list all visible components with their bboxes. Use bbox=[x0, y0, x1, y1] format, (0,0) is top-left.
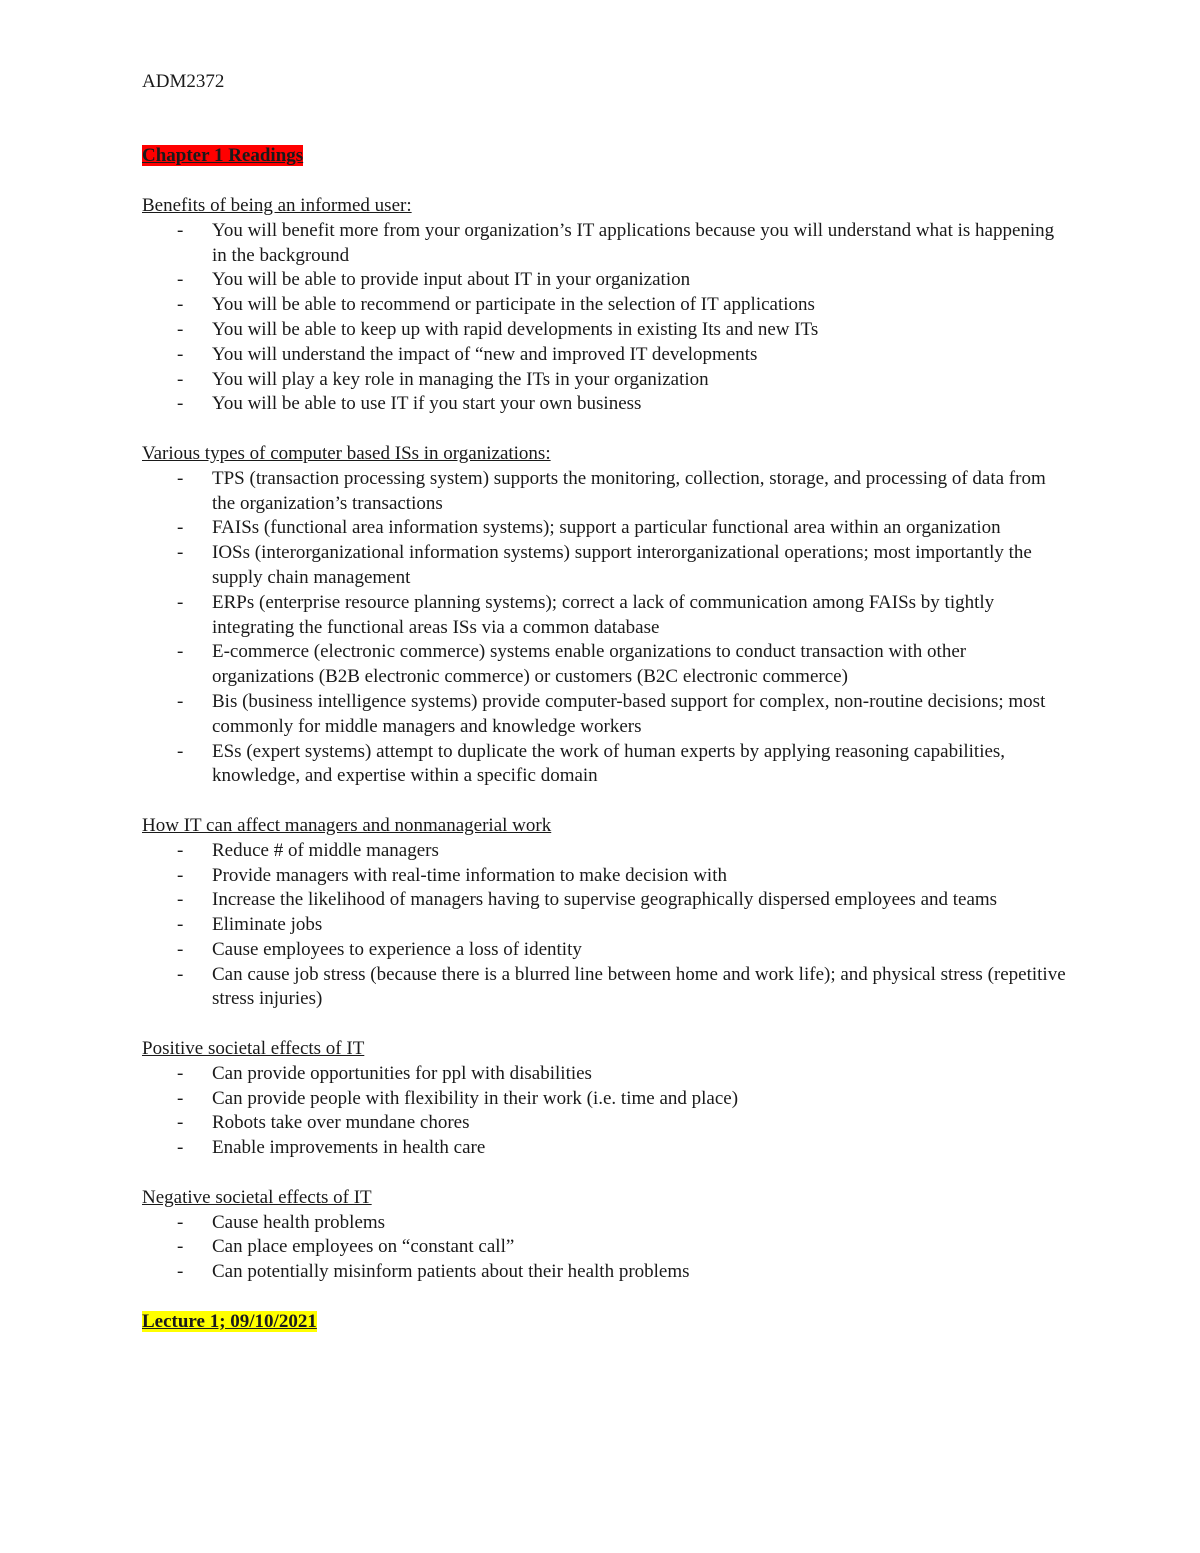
bullet-item: - ESs (expert systems) attempt to duplicate the work of human experts by applying reasoning capabilities, knowledge, and expertise within a specific domain bbox=[142, 740, 1072, 790]
bullet-item: - You will be able to recommend or participate in the selection of IT applications bbox=[142, 293, 1072, 318]
lecture-heading: Lecture 1; 09/10/2021 bbox=[142, 1310, 317, 1332]
bullet-item: - FAISs (functional area information systems); support a particular functional area within an organization bbox=[142, 516, 1072, 541]
bullet-item: - You will be able to provide input about IT in your organization bbox=[142, 268, 1072, 293]
bullet-item: - Increase the likelihood of managers having to supervise geographically dispersed employees and teams bbox=[142, 888, 1072, 913]
notes-section bbox=[142, 1186, 1072, 1285]
bullet-item: - TPS (transaction processing system) supports the monitoring, collection, storage, and processing of data from the organization’s transactions bbox=[142, 467, 1072, 517]
bullet-item: - Can provide people with flexibility in their work (i.e. time and place) bbox=[142, 1087, 1072, 1112]
bullet-list bbox=[142, 467, 1072, 789]
bullet-item: - Cause health problems bbox=[142, 1211, 1072, 1236]
bullet-list bbox=[142, 1062, 1072, 1161]
bullet-item: - ERPs (enterprise resource planning systems); correct a lack of communication among FAISs by tightly integrating the functional areas ISs via a common database bbox=[142, 591, 1072, 641]
course-code-header: ADM2372 bbox=[142, 71, 225, 92]
bullet-item: - Enable improvements in health care bbox=[142, 1136, 1072, 1161]
section-heading: Benefits of being an informed user: bbox=[142, 194, 412, 216]
bullet-item: - Can cause job stress (because there is a blurred line between home and work life); and physical stress (repetitive stress injuries) bbox=[142, 963, 1072, 1013]
bullet-item: - Reduce # of middle managers bbox=[142, 839, 1072, 864]
section-heading: Positive societal effects of IT bbox=[142, 1038, 365, 1060]
notes-section bbox=[142, 814, 1072, 1012]
bullet-item: - Provide managers with real-time information to make decision with bbox=[142, 864, 1072, 889]
chapter-heading: Chapter 1 Readings bbox=[142, 145, 304, 167]
chapter-heading-line bbox=[142, 144, 1072, 169]
bullet-item: - Can place employees on “constant call” bbox=[142, 1235, 1072, 1260]
bullet-item: - E-commerce (electronic commerce) systems enable organizations to conduct transaction with other organizations (B2B electronic commerce) or customers (B2C electronic commerce) bbox=[142, 640, 1072, 690]
document-page bbox=[142, 70, 1072, 1335]
bullet-item: - You will play a key role in managing the ITs in your organization bbox=[142, 368, 1072, 393]
bullet-list bbox=[142, 1211, 1072, 1285]
bullet-item: - Can provide opportunities for ppl with disabilities bbox=[142, 1062, 1072, 1087]
bullet-item: - Robots take over mundane chores bbox=[142, 1111, 1072, 1136]
section-heading: Negative societal effects of IT bbox=[142, 1186, 372, 1208]
bullet-item: - Bis (business intelligence systems) provide computer-based support for complex, non-routine decisions; most commonly for middle managers and knowledge workers bbox=[142, 690, 1072, 740]
notes-section bbox=[142, 1037, 1072, 1161]
notes-section bbox=[142, 442, 1072, 789]
notes-section bbox=[142, 194, 1072, 417]
bullet-list bbox=[142, 219, 1072, 417]
bullet-item: - Can potentially misinform patients about their health problems bbox=[142, 1260, 1072, 1285]
bullet-list bbox=[142, 839, 1072, 1013]
section-heading: How IT can affect managers and nonmanagerial work bbox=[142, 814, 552, 836]
sections-container bbox=[142, 194, 1072, 1285]
bullet-item: - Eliminate jobs bbox=[142, 913, 1072, 938]
section-heading: Various types of computer based ISs in organizations: bbox=[142, 442, 551, 464]
bullet-item: - Cause employees to experience a loss of identity bbox=[142, 938, 1072, 963]
bullet-item: - You will understand the impact of “new and improved IT developments bbox=[142, 343, 1072, 368]
bullet-item: - You will benefit more from your organization’s IT applications because you will understand what is happening in the background bbox=[142, 219, 1072, 269]
bullet-item: - You will be able to keep up with rapid developments in existing Its and new ITs bbox=[142, 318, 1072, 343]
bullet-item: - You will be able to use IT if you start your own business bbox=[142, 392, 1072, 417]
bullet-item: - IOSs (interorganizational information systems) support interorganizational operations; most importantly the supply chain management bbox=[142, 541, 1072, 591]
lecture-heading-line bbox=[142, 1310, 1072, 1335]
